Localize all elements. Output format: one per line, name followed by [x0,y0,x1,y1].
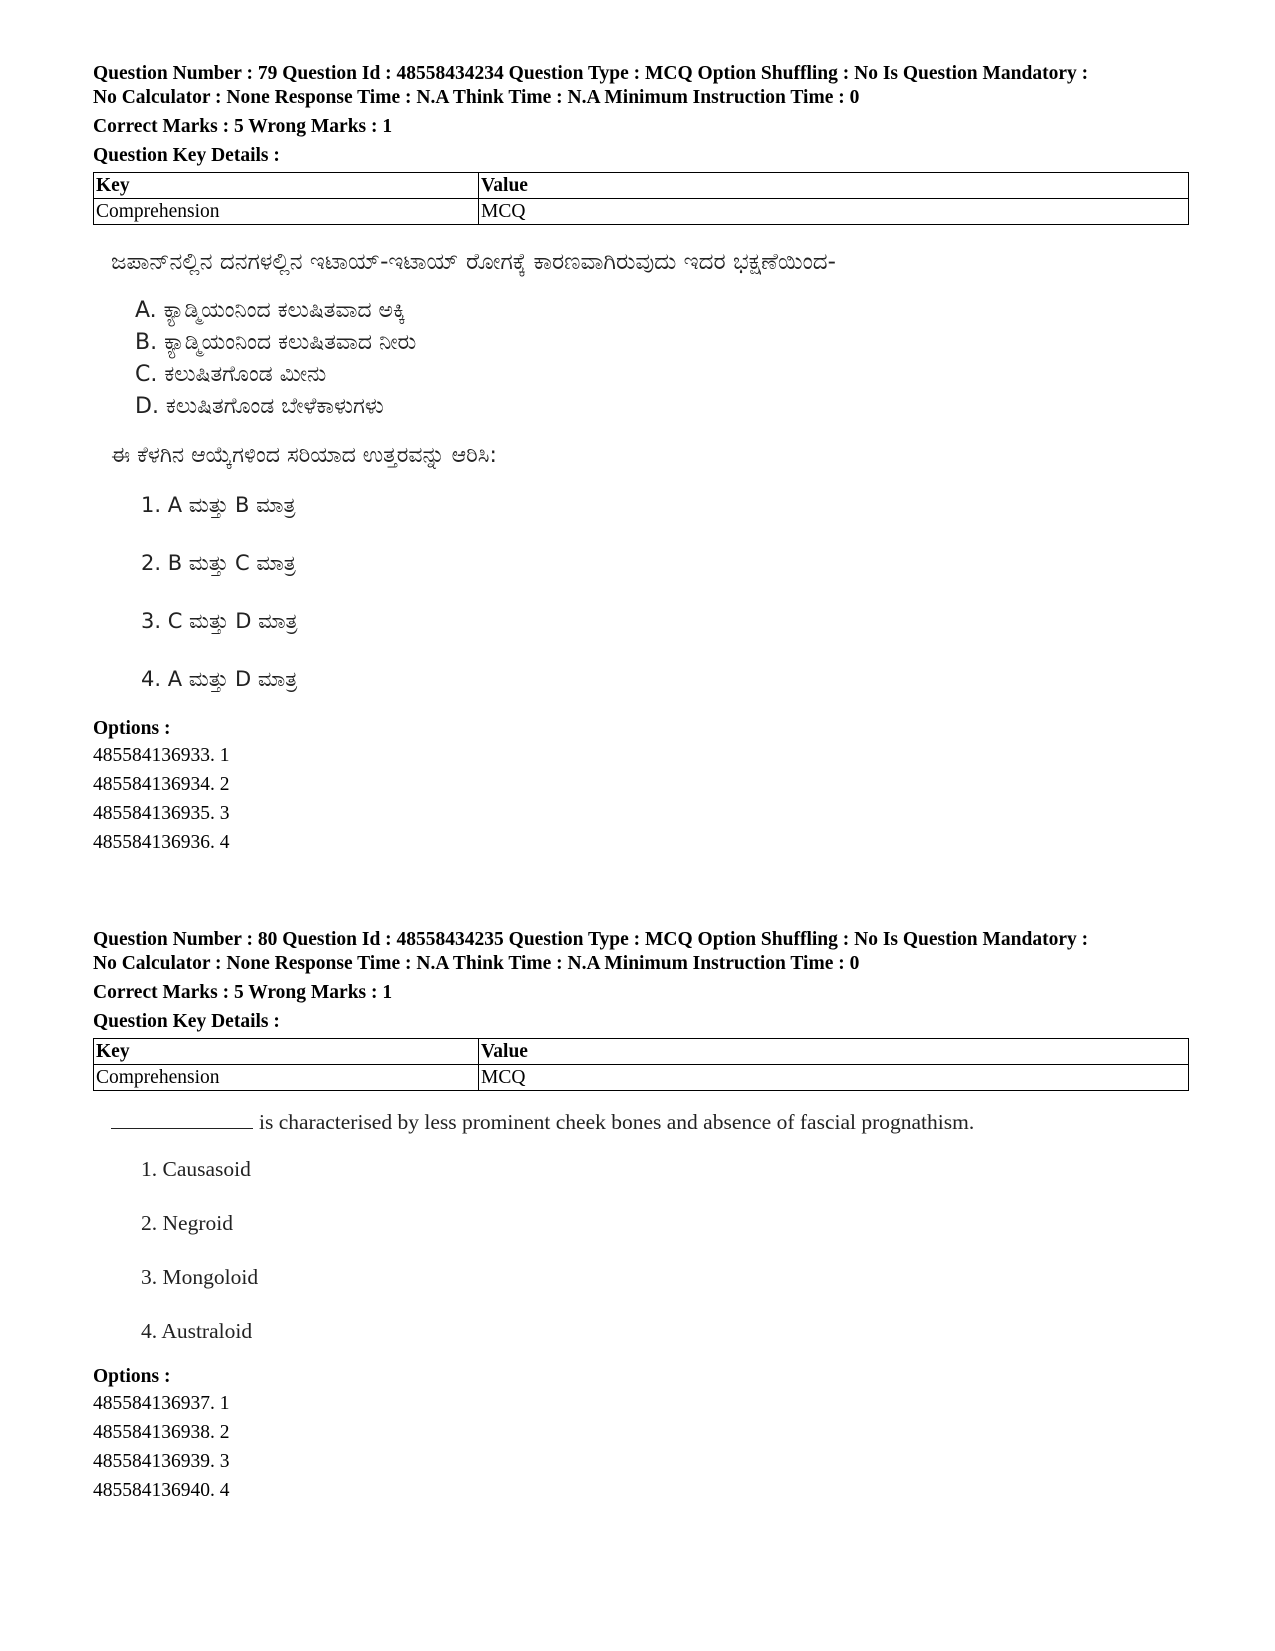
option-4: 485584136936. 4 [93,832,230,853]
statement-b: B. ಕ್ಯಾಡ್ಮಿಯಂನಿಂದ ಕಲುಷಿತವಾದ ನೀರು [135,330,417,355]
option-2: 485584136938. 2 [93,1422,230,1443]
question-instruction: ಈ ಕೆಳಗಿನ ಆಯ್ಕೆಗಳಿಂದ ಸರಿಯಾದ ಉತ್ತರವನ್ನು ಆರಿಸಿ: [111,443,497,468]
choice-2: 2. Negroid [141,1211,233,1235]
options-label: Options : [93,1366,171,1387]
option-3: 485584136935. 3 [93,803,230,824]
question-stem: ಜಪಾನ್‌ನಲ್ಲಿನ ದನಗಳಲ್ಲಿನ ಇಟಾಯ್-ಇಟಾಯ್ ರೋಗಕ್ಕೆ ಕಾರಣವಾಗಿರುವುದು ಇದರ ಭಕ್ಷಣೆಯಿಂದ- [111,249,836,275]
key-table-header-row [94,1039,1189,1065]
choice-3: 3. Mongoloid [141,1265,259,1289]
key-details-label: Question Key Details : [93,1011,280,1032]
choice-list [141,493,1193,707]
value-header-cell: Value [479,173,1189,199]
choice-2: 2. B ಮತ್ತು C ಮಾತ್ರ [141,551,296,575]
statement-c: C. ಕಲುಷಿತಗೊಂಡ ಮೀನು [135,362,327,387]
option-4: 485584136940. 4 [93,1480,230,1501]
key-table-row [94,1065,1189,1091]
statement-a: A. ಕ್ಯಾಡ್ಮಿಯಂನಿಂದ ಕಲುಷಿತವಾದ ಅಕ್ಕಿ [135,298,406,323]
question-meta-line-1: Question Number : 79 Question Id : 48558434234 Question Type : MCQ Option Shuffling : No Is Question Mandatory : [93,63,1089,84]
key-cell: Comprehension [94,1065,479,1091]
question-marks: Correct Marks : 5 Wrong Marks : 1 [93,982,393,1003]
option-1: 485584136937. 1 [93,1393,230,1414]
option-3: 485584136939. 3 [93,1451,230,1472]
value-cell: MCQ [479,199,1189,225]
key-header-cell: Key [94,1039,479,1065]
question-stem-text: is characterised by less prominent cheek bones and absence of fascial prognathism. [259,1110,975,1134]
key-details-table [93,1038,1189,1091]
question-meta-line-2: No Calculator : None Response Time : N.A Think Time : N.A Minimum Instruction Time : 0 [93,953,860,974]
options-label: Options : [93,718,171,739]
key-table-row [94,199,1189,225]
key-details-label: Question Key Details : [93,145,280,166]
key-details-table [93,172,1189,225]
statement-d: D. ಕಲುಷಿತಗೊಂಡ ಬೇಳೆಕಾಳುಗಳು [135,394,384,419]
key-cell: Comprehension [94,199,479,225]
question-79 [93,62,1193,857]
choice-1: 1. A ಮತ್ತು B ಮಾತ್ರ [141,493,296,517]
statement-list [135,295,1193,423]
choice-1: 1. Causasoid [141,1157,251,1181]
choice-3: 3. C ಮತ್ತು D ಮಾತ್ರ [141,609,298,633]
option-1: 485584136933. 1 [93,745,230,766]
choice-list [141,1157,1193,1355]
question-meta-line-1: Question Number : 80 Question Id : 48558434235 Question Type : MCQ Option Shuffling : No Is Question Mandatory : [93,929,1089,950]
key-header-cell: Key [94,173,479,199]
key-table-header-row [94,173,1189,199]
question-meta-line-2: No Calculator : None Response Time : N.A Think Time : N.A Minimum Instruction Time : 0 [93,87,860,108]
value-cell: MCQ [479,1065,1189,1091]
question-80 [93,928,1193,1505]
choice-4: 4. A ಮತ್ತು D ಮಾತ್ರ [141,667,298,691]
question-marks: Correct Marks : 5 Wrong Marks : 1 [93,116,393,137]
choice-4: 4. Australoid [141,1319,253,1343]
value-header-cell: Value [479,1039,1189,1065]
option-2: 485584136934. 2 [93,774,230,795]
answer-blank [111,1112,253,1129]
question-stem [111,1107,1193,1137]
